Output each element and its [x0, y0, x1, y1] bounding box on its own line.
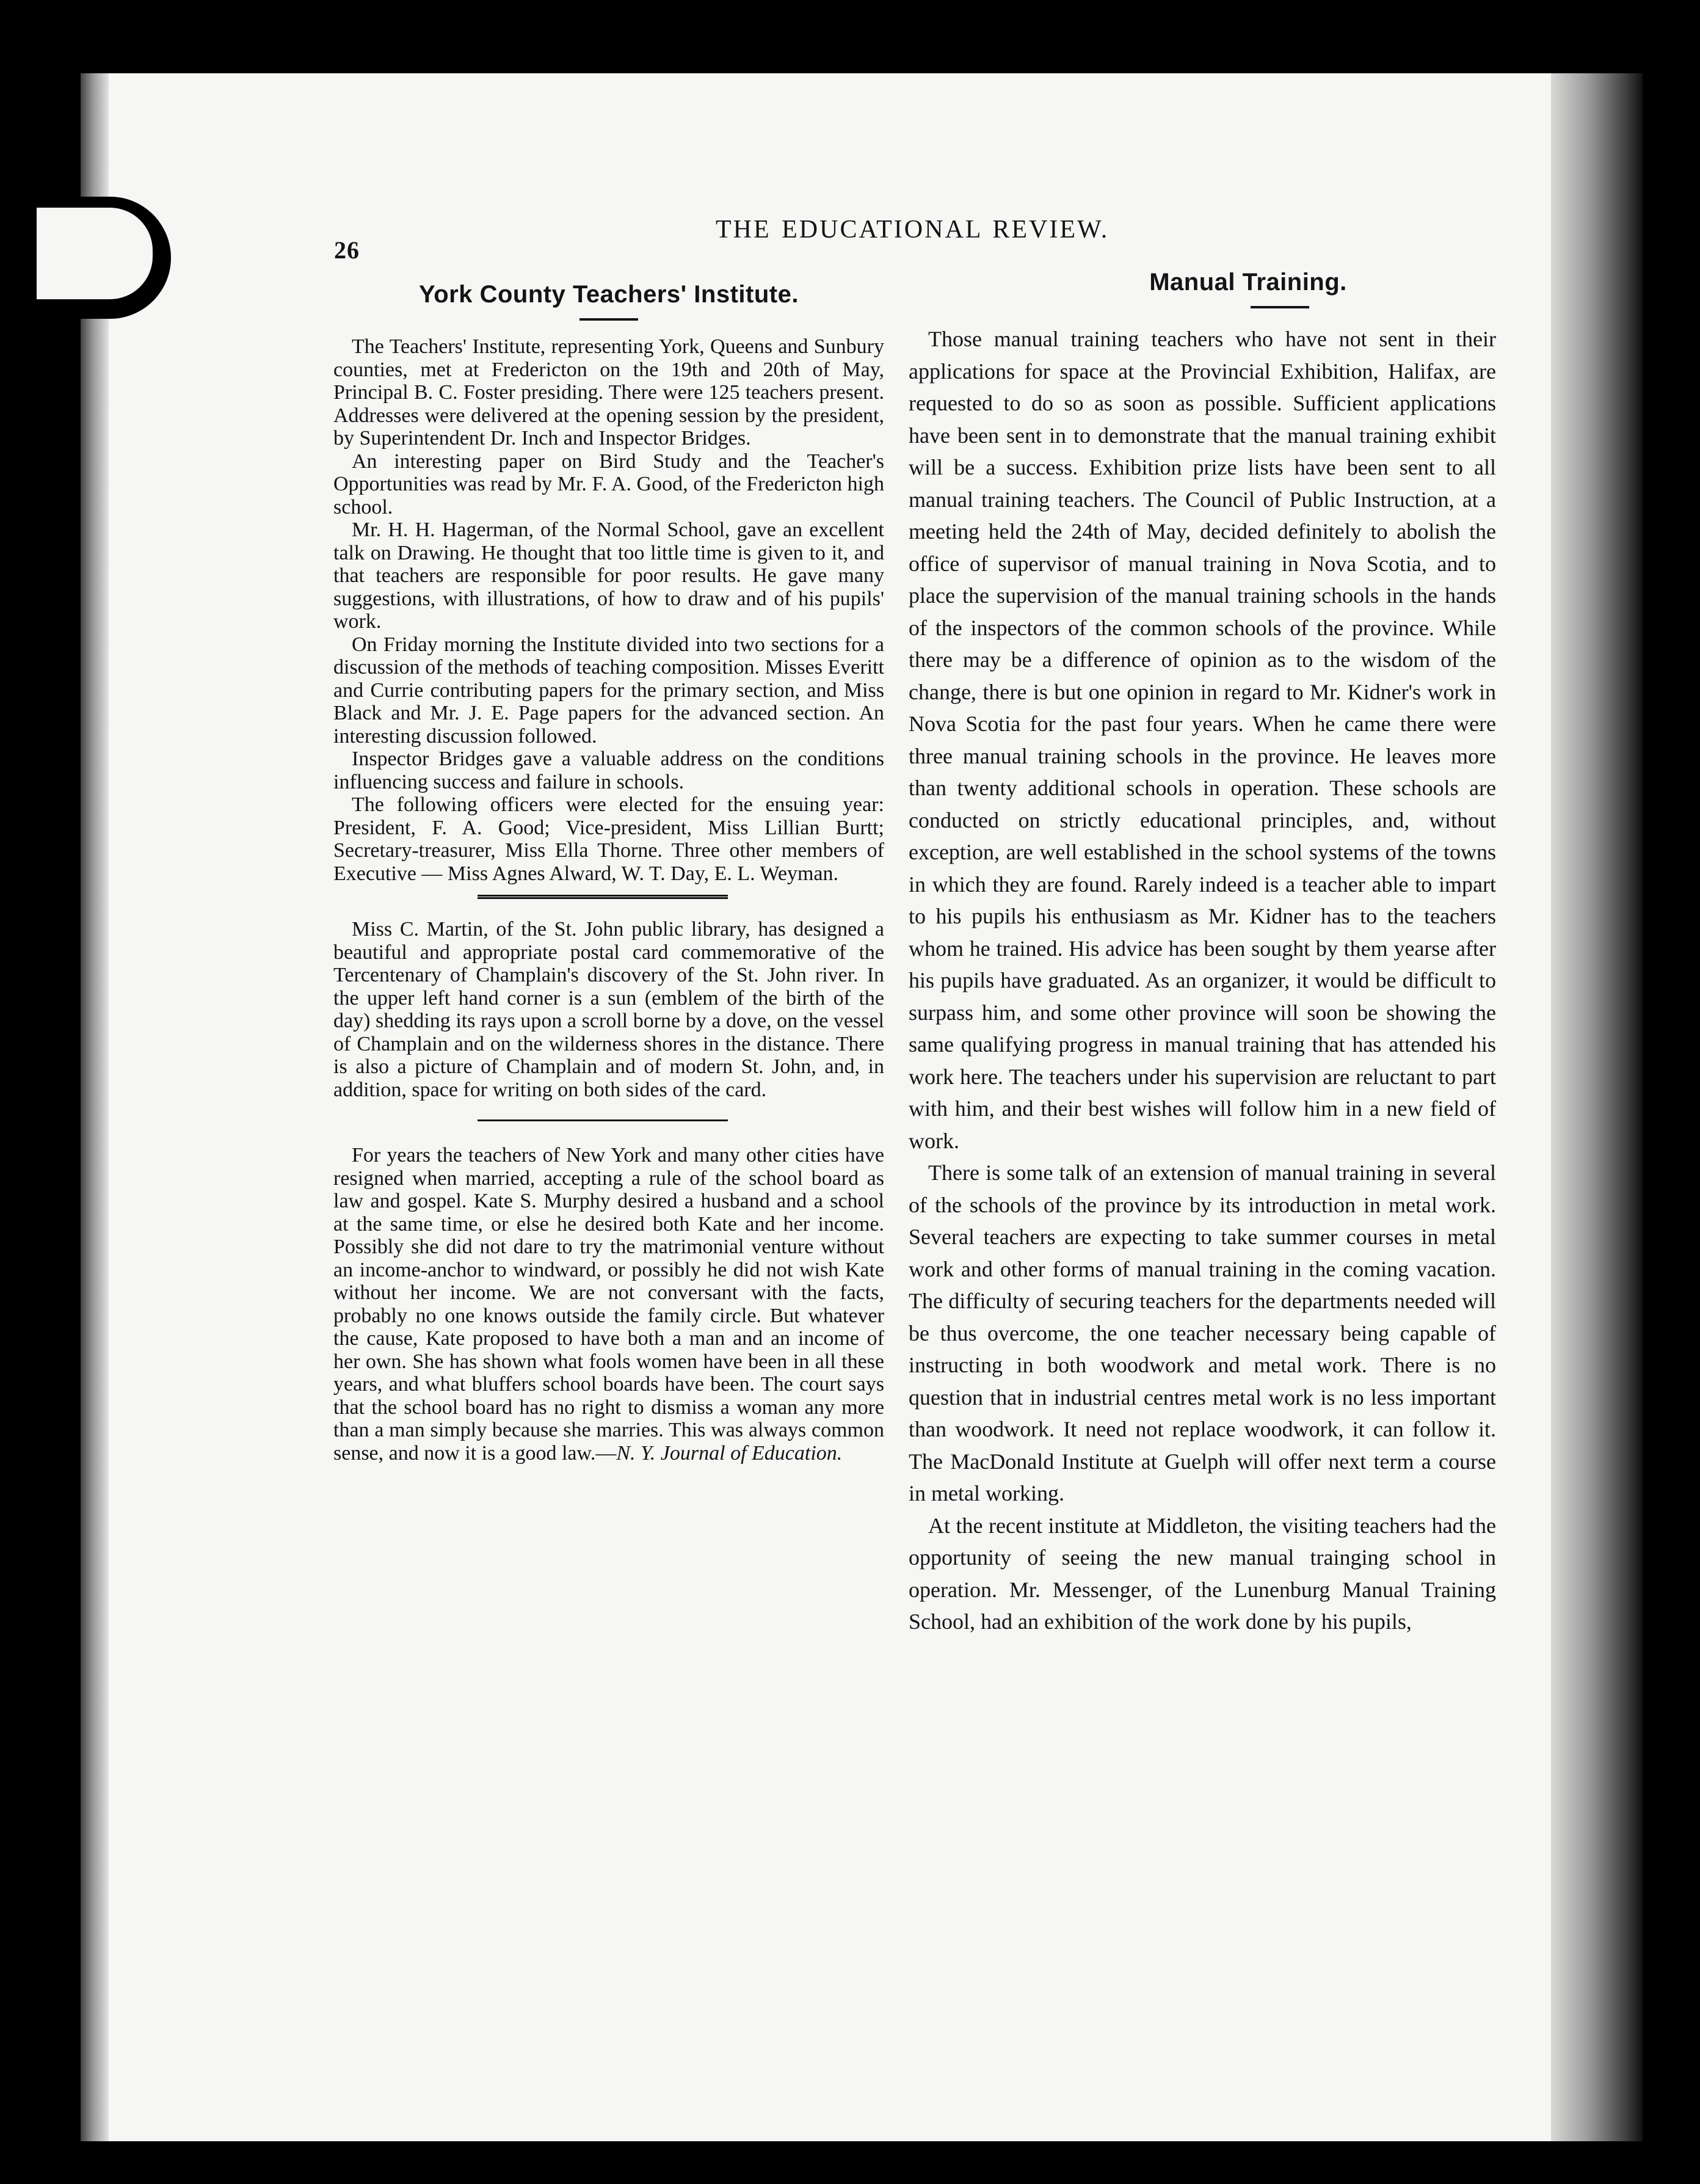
paragraph: Those manual training teachers who have not sent in their applications for space at the Provincial Exhibition, Halifax, are requested to do so as soon as possible. Sufficient applications have been sent in to demonstrate that the manual training exhibit will be a success. Exhibition prize lists have been sent to all manual training teachers. The Council of Public Instruction, at a meeting held the 24th of May, decided definitely to abolish the office of supervisor of manual training in Nova Scotia, and to place the supervision of the manual training schools in the hands of the inspectors of the common schools of the province. While there may be a difference of opinion as to the wisdom of the change, there is but one opinion in regard to Mr. Kidner's work in Nova Scotia for the past four years. When he came there were three manual training schools in the province. He leaves more than twenty additional schools in operation. These schools are conducted on strictly educational principles, and, without exception, are well established in the school systems of the towns in which they are found. Rarely indeed is a teacher able to impart to his pupils his enthusiasm as Mr. Kidner has to the teachers whom he trained. His advice has been sought by them yearse after his pupils have graduated. As an organizer, it would be difficult to surpass him, and some other province will soon be showing the same qualifying progress in manual training that has attended his work here. The teachers under his supervision are reluctant to part with him, and their best wishes will follow him in a new field of work.	[909, 327, 1496, 1153]
article-title-manual-training: Manual Training.	[1149, 269, 1347, 296]
paragraph: The following officers were elected for the ensuing year: President, F. A. Good; Vice-president, Miss Lillian Burtt; Secretary-treasurer, Miss Ella Thorne. Three other members of Executive — Miss Agnes Alward, W. T. Day, E. L. Weyman.	[333, 793, 884, 885]
journal-title: THE EDUCATIONAL REVIEW.	[716, 216, 1110, 244]
paragraph-kate-murphy	[333, 1144, 884, 1465]
page-edge-right	[1551, 73, 1643, 2141]
paragraph: Inspector Bridges gave a valuable address on the conditions influencing success and failure in schools.	[333, 748, 884, 793]
divider-rule	[478, 1119, 728, 1121]
paragraph: On Friday morning the Institute divided into two sections for a discussion of the methods of teaching composition. Misses Everitt and Currie contributing papers for the primary section, and Miss Black and Mr. J. E. Page papers for the advanced section. An interesting discussion followed.	[333, 633, 884, 748]
paragraph: The Teachers' Institute, representing York, Queens and Sunbury counties, met at Fredericton on the 19th and 20th of May, Principal B. C. Foster presiding. There were 125 teachers present. Addresses were delivered at the opening session by the president, by Superintendent Dr. Inch and Inspector Bridges.	[333, 335, 884, 450]
article-divider-single	[333, 1101, 884, 1144]
paragraph: An interesting paper on Bird Study and the Teacher's Opportunities was read by Mr. F. A. Good, of the Fredericton high school.	[333, 450, 884, 519]
binder-clip-hole	[37, 208, 153, 299]
paragraph: There is some talk of an extension of manual training in several of the schools of the province by its introduction in metal work. Several teachers are expecting to take summer courses in metal work and other forms of manual training in the coming vacation. The difficulty of securing teachers for the departments needed will be thus overcome, the one teacher necessary being capable of instructing in both woodwork and metal work. There is no question that in industrial centres metal work is no less important than woodwork. It need not replace woodwork, it can follow it. The MacDonald Institute at Guelph will offer next term a course in metal working.	[909, 1160, 1496, 1505]
paragraph-text: For years the teachers of New York and many other cities have resigned when married, accepting a rule of the school board as law and gospel. Kate S. Murphy desired a husband and a school at the same time, or else he desired both Kate and her income. Possibly she did not dare to try the matrimonial venture without an income-anchor to windward, or possibly he did not wish Kate without her income. We are not conversant with the facts, probably no one knows outside the family circle. But whatever the cause, Kate proposed to have both a man and an income of her own. She has shown what fools women have been in all these years, and what bluffers school boards have been. The court says that the school board has no right to dismiss a woman any more than a man simply because she marries. This was always common sense, and now it is a good law.—	[333, 1144, 884, 1465]
source-citation: N. Y. Journal of Education.	[616, 1441, 843, 1465]
page-number: 26	[334, 236, 360, 264]
page-edge-left	[81, 73, 109, 2141]
paragraph: Mr. H. H. Hagerman, of the Normal School, gave an excellent talk on Drawing. He thought that too little time is given to it, and that teachers are responsible for poor results. He gave many suggestions, with illustrations, of how to draw and of his pupils' work.	[333, 519, 884, 633]
title-rule	[1251, 306, 1309, 308]
title-rule	[579, 318, 638, 321]
article-divider-double	[333, 885, 884, 918]
article-title-york-institute: York County Teachers' Institute.	[419, 281, 799, 308]
paragraph: At the recent institute at Middleton, the visiting teachers had the opportunity of seeing the new manual trainging school in operation. Mr. Messenger, of the Lunenburg Manual Training School, had an exhibition of the work done by his pupils,	[909, 1513, 1496, 1634]
paragraph-champlain-card: Miss C. Martin, of the St. John public library, has designed a beautiful and appropriate postal card commemorative of the Tercentenary of Champlain's discovery of the St. John river. In the upper left hand corner is a sun (emblem of the birth of the day) shedding its rays upon a scroll borne by a dove, on the vessel of Champlain and on the wilderness shores in the distance. There is also a picture of Champlain and of modern St. John, and, in addition, space for writing on both sides of the card.	[333, 918, 884, 1101]
right-column	[909, 269, 1496, 1638]
divider-rule	[478, 895, 728, 899]
left-column	[333, 281, 884, 1465]
